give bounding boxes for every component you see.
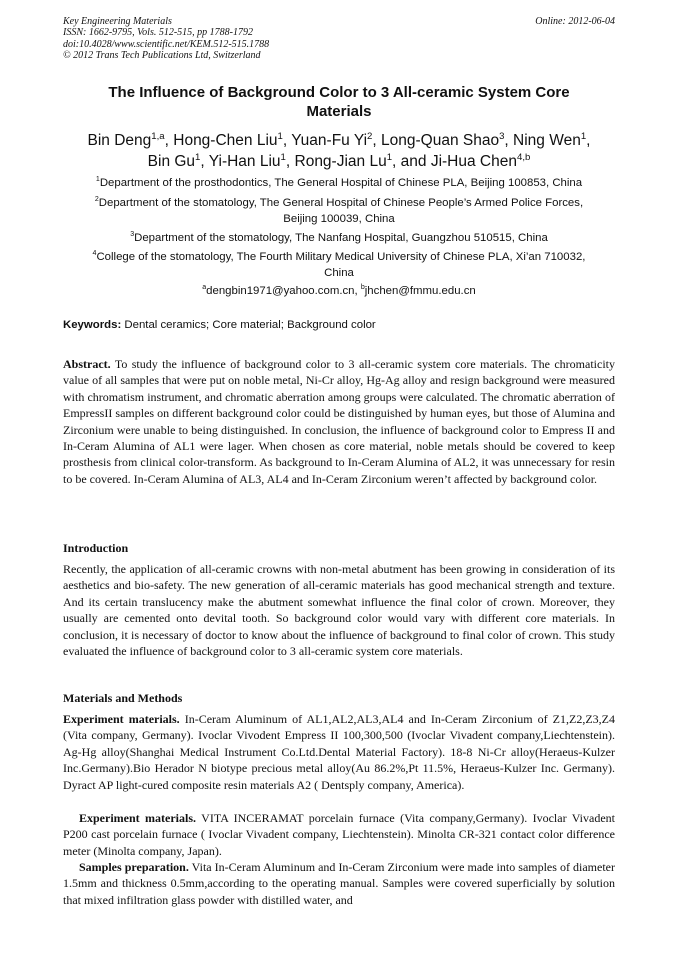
methods-paragraph-1: Experiment materials. In-Ceram Aluminum of AL1,AL2,AL3,AL4 and In-Ceram Zirconium of Z1,Z2,Z3,Z4 (Vita company, Germany). Ivoclar Vivodent Empress II 100,300,500 (Ivoclar Vivadent company,Liechtenstein). Ag-Hg alloy(Shanghai Medical Instrument Co.Ltd.Dental Material Factory). 18-8 Ni-Cr alloy(Heraeus-Kulzer Inc.Germany).Bio Herador N biotype precious metal alloy(Au 86.2%,Pt 11.5%, Heraeus-Kulzer Inc. Germany). Dyract AP light-cured composite resin materials A2 ( Dentsply company, America). bbox=[63, 712, 615, 792]
journal-header bbox=[63, 16, 615, 61]
issn-line: ISSN: 1662-9795, Vols. 512-515, pp 1788-1792 bbox=[63, 27, 253, 39]
affiliation-4: $^4$College of the stomatology, The Fourth Military Medical University of Chinese PLA, Xi’an 710032, China bbox=[92, 250, 586, 279]
introduction-heading: Introduction bbox=[63, 541, 129, 555]
author: Hong-Chen Liu$^1$, bbox=[173, 130, 292, 149]
email-link[interactable]: dengbin1971@yahoo.com.cn, bbox=[206, 285, 361, 297]
keywords-text: Dental ceramics; Core material; Background color bbox=[121, 319, 376, 331]
author-list bbox=[70, 130, 608, 172]
author: Yi-Han Liu$^1$, bbox=[208, 151, 295, 170]
keywords bbox=[63, 318, 615, 333]
methods-heading: Materials and Methods bbox=[63, 691, 183, 705]
journal-name: Key Engineering Materials bbox=[63, 16, 172, 27]
title-line-1: The Influence of Background Color to 3 All-ceramic System Core bbox=[108, 84, 570, 101]
author: Ning Wen$^1$, bbox=[513, 130, 591, 149]
introduction-text: Recently, the application of all-ceramic crowns with non-metal abutment has been growing in consideration of its aesthetics and bio-safety. The new generation of all-ceramic materials has good mechanical strength and texture. And its certain translucency make the abutment somewhat influence the final color of crown. Moreover, they usually are cemented onto devital tooth. So background color would vary with different core materials. In conclusion, it is necessary of doctor to know about the influence of background to final color of crown. This study evaluated the influence of background color to 3 all-ceramic system core materials. bbox=[63, 562, 615, 659]
author: Bin Gu$^1$, bbox=[147, 151, 209, 170]
author: Bin Deng$^{1,a}$, bbox=[87, 130, 174, 149]
author: Yuan-Fu Yi$^2$, bbox=[291, 130, 381, 149]
abstract bbox=[63, 356, 615, 487]
author-emails: $^a$dengbin1971@yahoo.com.cn, $^b$jhchen@fmmu.edu.cn bbox=[202, 284, 476, 297]
abstract-label: Abstract. bbox=[63, 357, 111, 371]
affiliation-2: $^2$Department of the stomatology, The General Hospital of Chinese People’s Armed Police Forces, Beijing 100039, China bbox=[94, 196, 584, 225]
paper-title bbox=[63, 83, 615, 121]
affiliation-1: $^1$Department of the prosthodontics, The General Hospital of Chinese PLA, Beijing 100853, China bbox=[95, 176, 583, 189]
email-link[interactable]: jhchen@fmmu.edu.cn bbox=[364, 285, 476, 297]
author: Rong-Jian Lu$^1$, and bbox=[294, 151, 431, 170]
title-line-2: Materials bbox=[306, 103, 372, 120]
doi-line: doi:10.4028/www.scientific.net/KEM.512-515.1788 bbox=[63, 38, 270, 50]
author: Ji-Hua Chen$^{4,b}$ bbox=[430, 151, 531, 170]
copyright-line: © 2012 Trans Tech Publications Ltd, Switzerland bbox=[63, 49, 261, 61]
online-date: Online: 2012-06-04 bbox=[535, 16, 615, 27]
keywords-label: Keywords: bbox=[63, 319, 122, 331]
author: Long-Quan Shao$^3$, bbox=[381, 130, 514, 149]
abstract-text: To study the influence of background color to 3 all-ceramic system core materials. The chromaticity value of all samples that were put on noble metal, Ni-Cr alloy, Hg-Ag alloy and resign background were measured with chromatism instrument, and chromatic aberration among groups were calculated. The chromatic aberration of EmpressII samples on different background color could be distinguished by human eyes, but those of Alumina and Zirconium were unable to being distinguished. In conclusion, the influence of background color to Empress II and In-Ceram Alumina of AL1 were lager. When chosen as core material, noble metals should be covered to keep prosthesis from clinical color-transform. As background to In-Ceram Alumina of AL2, it was unnecessary for resin to be covered. In-Ceram Alumina of AL3, AL4 and In-Ceram Zirconium weren’t affected by background color. bbox=[63, 357, 615, 486]
methods-paragraph-3: Samples preparation. Vita In-Ceram Aluminum and In-Ceram Zirconium were made into samples of diameter 1.5mm and thickness 0.5mm,according to the operating manual. Samples were covered superficially by solution that mixed infiltration glass powder with distilled water, and bbox=[63, 860, 615, 907]
affiliation-3: $^3$Department of the stomatology, The Nanfang Hospital, Guangzhou 510515, China bbox=[130, 231, 548, 244]
methods-paragraph-2: Experiment materials. VITA INCERAMAT porcelain furnace (Vita company,Germany). Ivoclar Vivadent P200 cast porcelain furnace ( Ivoclar Vivadent company, Liechtenstein). Minolta CR-321 contact color difference meter (Minolta company, Japan). bbox=[63, 811, 616, 858]
